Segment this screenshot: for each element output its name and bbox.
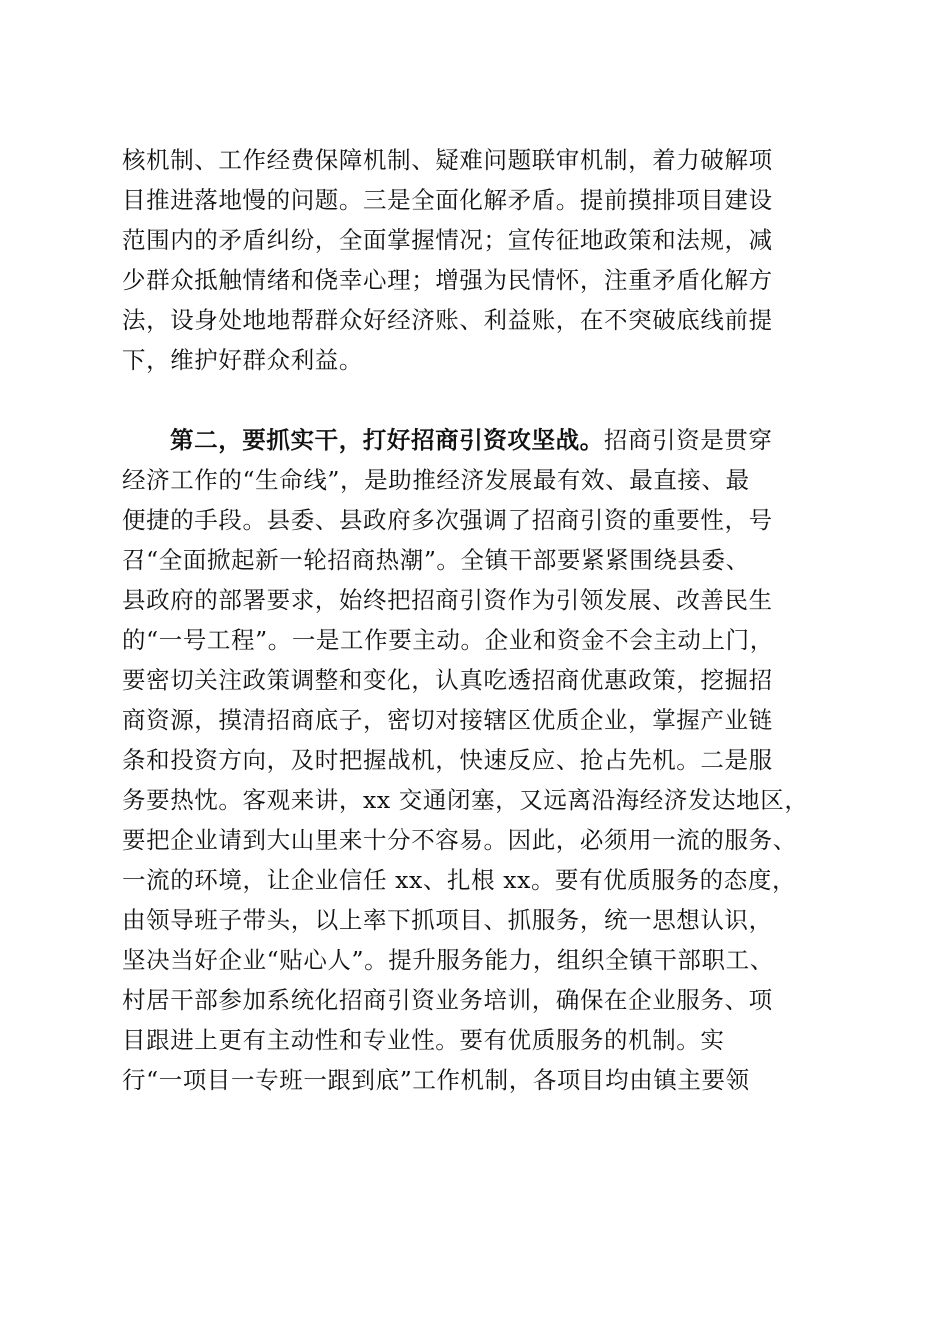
text-line: 要把企业请到大山里来十分不容易。因此，必须用一流的服务、 xyxy=(122,826,797,854)
text-line: 核机制、工作经费保障机制、疑难问题联审机制，着力破解项 xyxy=(122,146,773,174)
text-line: 目推进落地慢的问题。三是全面化解矛盾。提前摸排项目建设 xyxy=(122,186,773,214)
paragraph-first-line xyxy=(170,426,880,454)
text-line: 经济工作的“生命线”，是助推经济发展最有效、最直接、最 xyxy=(122,466,750,494)
text-line: 少群众抵触情绪和侥幸心理；增强为民情怀，注重矛盾化解方 xyxy=(122,266,773,294)
text-line: 由领导班子带头，以上率下抓项目、抓服务，统一思想认识， xyxy=(122,906,773,934)
text-line: 要密切关注政策调整和变化，认真吃透招商优惠政策，挖掘招 xyxy=(122,666,773,694)
text-line: 法，设身处地地帮群众好经济账、利益账，在不突破底线前提 xyxy=(122,306,773,334)
text-line: 的“一号工程”。一是工作要主动。企业和资金不会主动上门， xyxy=(122,626,774,654)
text-line: 范围内的矛盾纠纷，全面掌握情况；宣传征地政策和法规，减 xyxy=(122,226,773,254)
text-line: 村居干部参加系统化招商引资业务培训，确保在企业服务、项 xyxy=(122,986,773,1014)
paragraph-text: 招商引资是贯穿 xyxy=(603,426,773,454)
text-line: 商资源，摸清招商底子，密切对接辖区优质企业，掌握产业链 xyxy=(122,706,773,734)
text-line: 便捷的手段。县委、县政府多次强调了招商引资的重要性，号 xyxy=(122,506,773,534)
text-line: 目跟进上更有主动性和专业性。要有优质服务的机制。实 xyxy=(122,1026,725,1054)
text-line: 条和投资方向，及时把握战机，快速反应、抢占先机。二是服 xyxy=(122,746,773,774)
text-line: 召“全面掀起新一轮招商热潮”。全镇干部要紧紧围绕县委、 xyxy=(122,546,750,574)
section-heading: 第二，要抓实干，打好招商引资攻坚战。 xyxy=(170,426,604,454)
text-line: 务要热忱。客观来讲，xx 交通闭塞，又远离沿海经济发达地区， xyxy=(122,786,809,814)
text-line: 坚决当好企业“贴心人”。提升服务能力，组织全镇干部职工、 xyxy=(122,946,774,974)
text-line: 下，维护好群众利益。 xyxy=(122,346,363,374)
text-line: 一流的环境，让企业信任 xx、扎根 xx。要有优质服务的态度， xyxy=(122,866,797,894)
text-line: 县政府的部署要求，始终把招商引资作为引领发展、改善民生 xyxy=(122,586,773,614)
text-line: 行“一项目一专班一跟到底”工作机制，各项目均由镇主要领 xyxy=(122,1066,750,1094)
